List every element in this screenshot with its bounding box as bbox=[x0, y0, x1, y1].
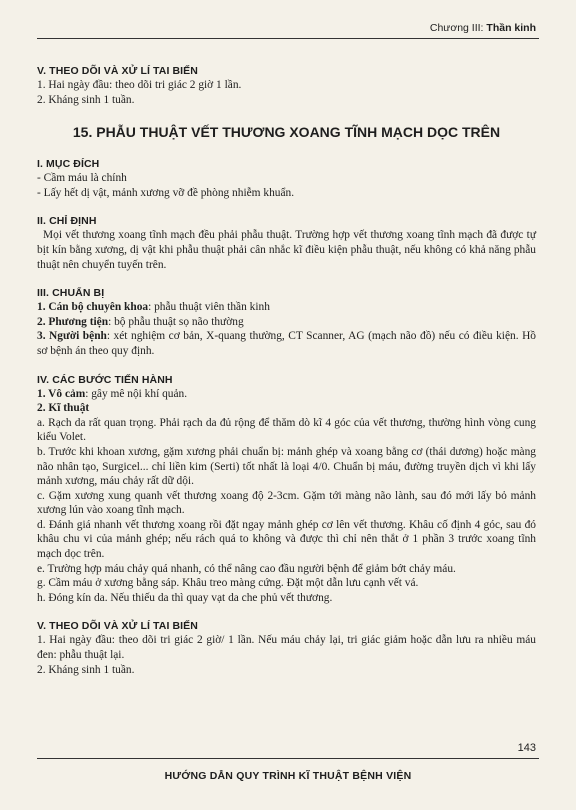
preparation-item-equipment-label: 2. Phương tiện bbox=[37, 315, 109, 328]
anesthesia-label: 1. Vô cảm bbox=[37, 387, 86, 400]
chapter-prefix: Chương III: bbox=[429, 22, 484, 34]
step-d: d. Đánh giá nhanh vết thương xoang rồi đặt ngay mảnh ghép cơ lên vết thương. Khâu cố định 4 góc, sau đó khâu chu vi của mảnh ghép; nếu rách quá to không và được thì chỉ nên thắt ở 1 phần 3 trước xoang tĩnh mạch dọc trên. bbox=[37, 518, 536, 561]
section-title: 15. PHẪU THUẬT VẾT THƯƠNG XOANG TĨNH MẠCH DỌC TRÊN bbox=[72, 124, 501, 141]
anesthesia-line bbox=[37, 387, 536, 402]
technique-label: 2. Kĩ thuật bbox=[37, 402, 90, 415]
indication-heading: II. CHỈ ĐỊNH bbox=[37, 215, 97, 228]
purpose-line-1: - Cầm máu là chính bbox=[37, 172, 127, 185]
page-number: 143 bbox=[517, 742, 536, 754]
preparation-item-staff bbox=[37, 300, 536, 315]
purpose-line-2: - Lấy hết dị vật, mảnh xương vỡ đề phòng nhiễm khuẩn. bbox=[37, 186, 295, 199]
footer-rule bbox=[37, 758, 539, 759]
preparation-item-patient bbox=[37, 329, 536, 358]
running-header bbox=[430, 22, 536, 34]
prev-section-heading: V. THEO DÕI VÀ XỬ LÍ TAI BIẾN bbox=[37, 65, 198, 77]
prev-section-line-1: 1. Hai ngày đầu: theo dõi tri giác 2 giờ 1 lần. bbox=[37, 79, 242, 91]
header-rule bbox=[37, 38, 539, 39]
followup-line-1: 1. Hai ngày đầu: theo dõi tri giác 2 giờ/ 1 lần. Nếu máu chảy lại, tri giác giảm hoặc dẫn lưu ra nhiều máu đen: phẫu thuật lại. bbox=[37, 634, 536, 662]
chapter-name: Thần kinh bbox=[486, 22, 536, 34]
preparation-item-patient-text: : xét nghiệm cơ bản, X-quang thường, CT Scanner, AG (mạch não đồ) nếu có điều kiện. Hồ sơ bệnh án theo quy định. bbox=[37, 330, 536, 357]
step-b: b. Trước khi khoan xương, gặm xương phải chuẩn bị: mảnh ghép và xoang bằng cơ (thái dương) hoặc màng não nhân tạo, Surgicel... chỉ liền kim (Serti) tốt nhất là loại 4/0. Chuẩn bị máu, đường truyền dịch vì khi lấy mảnh xương, máu chảy rất dữ dội. bbox=[37, 445, 536, 488]
book-title: HƯỚNG DẪN QUY TRÌNH KĨ THUẬT BỆNH VIỆN bbox=[164, 770, 412, 782]
page-content bbox=[37, 64, 536, 677]
purpose-heading: I. MỤC ĐÍCH bbox=[37, 158, 100, 171]
preparation-item-staff-label: 1. Cán bộ chuyên khoa bbox=[37, 301, 149, 314]
followup-heading: V. THEO DÕI VÀ XỬ LÍ TAI BIẾN bbox=[37, 620, 198, 633]
preparation-heading: III. CHUẨN BỊ bbox=[37, 287, 105, 300]
prev-section-line-2: 2. Kháng sinh 1 tuần. bbox=[37, 93, 135, 106]
preparation-item-patient-label: 3. Người bệnh bbox=[37, 330, 107, 343]
step-a: a. Rạch da rất quan trọng. Phải rạch da đủ rộng để thăm dò kĩ 4 góc của vết thương, thường hình vòng cung kiểu Volet. bbox=[37, 416, 536, 444]
steps-heading: IV. CÁC BƯỚC TIẾN HÀNH bbox=[37, 373, 173, 386]
preparation-item-staff-text: : phẫu thuật viên thần kinh bbox=[148, 301, 270, 314]
step-h: h. Đóng kín da. Nếu thiếu da thì quay vạt da che phủ vết thương. bbox=[37, 591, 333, 604]
anesthesia-text: : gây mê nội khí quản. bbox=[85, 387, 188, 400]
indication-paragraph: Mọi vết thương xoang tĩnh mạch đều phải phẫu thuật. Trường hợp vết thương xoang tĩnh mạch đã được tự bịt kín bằng xương, dị vật khi phẫu thuật phải cân nhắc kĩ điều kiện phẫu thuật, nếu không có khả năng phẫu thuật nên chuyển tuyến trên. bbox=[37, 229, 536, 271]
step-g: g. Cầm máu ở xương bằng sáp. Khâu treo màng cứng. Đặt một dẫn lưu cạnh vết vá. bbox=[37, 577, 419, 590]
step-c: c. Gặm xương xung quanh vết thương xoang độ 2-3cm. Gặm tới màng não lành, sau đó mới lấy bỏ mảnh xương lún vào xoang tĩnh mạch. bbox=[37, 489, 536, 517]
followup-line-2: 2. Kháng sinh 1 tuần. bbox=[37, 663, 135, 676]
preparation-item-equipment-text: : bộ phẫu thuật sọ não thường bbox=[108, 315, 244, 328]
step-e: e. Trường hợp máu chảy quá nhanh, có thể nâng cao đầu người bệnh để giảm bớt chảy máu. bbox=[37, 562, 456, 575]
preparation-item-equipment bbox=[37, 315, 536, 330]
